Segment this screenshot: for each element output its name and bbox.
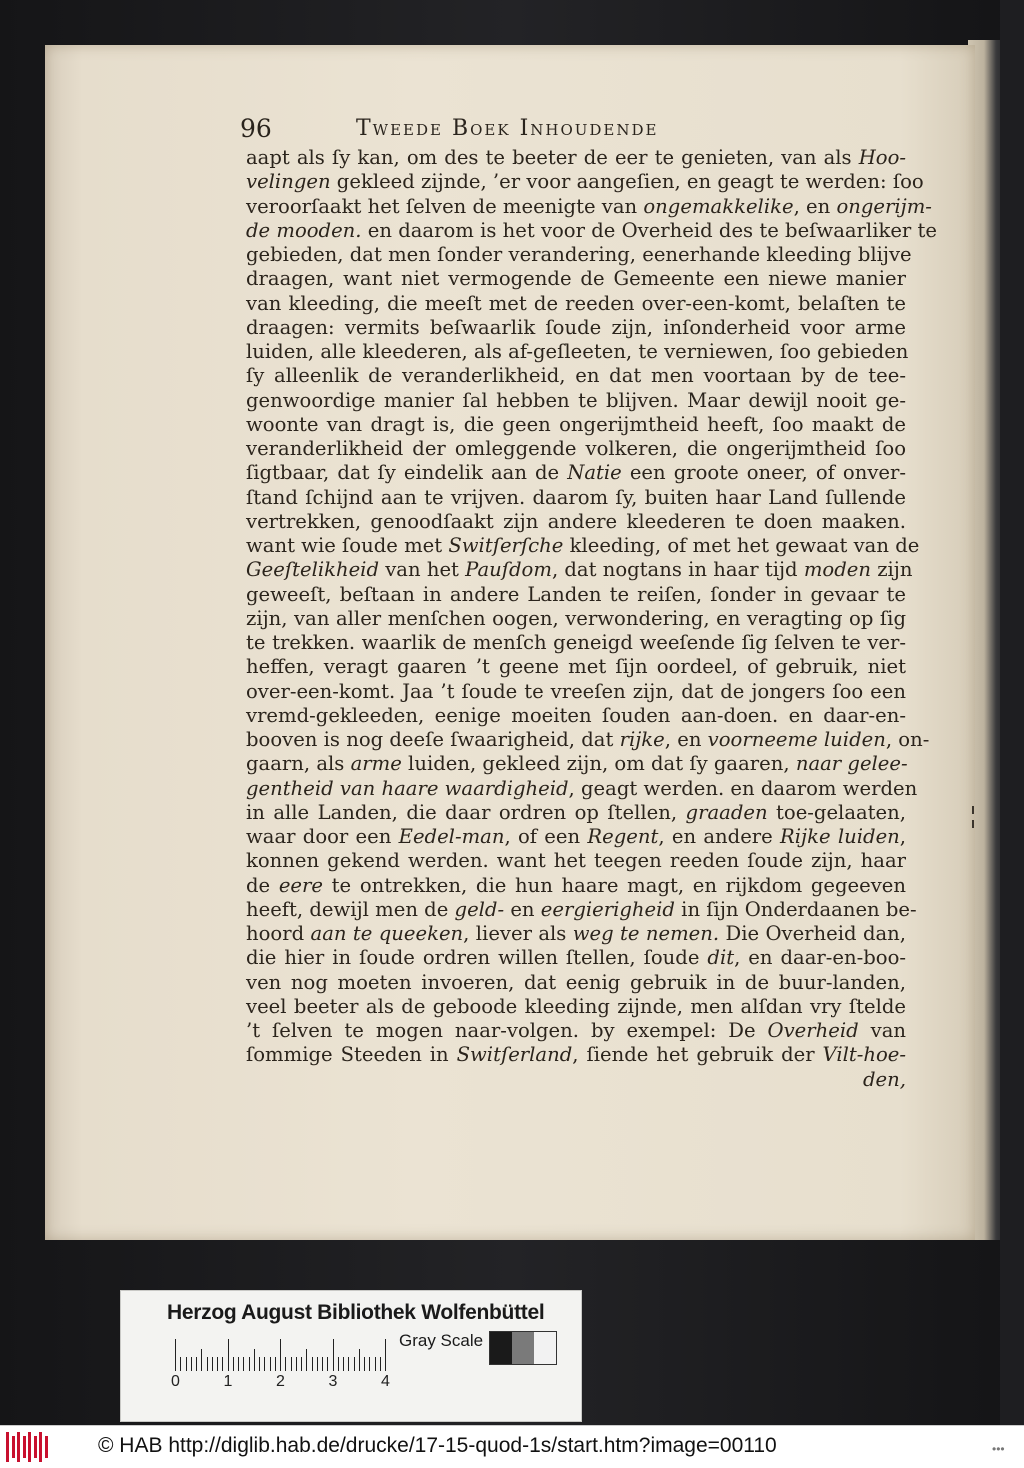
ruler-tick xyxy=(354,1357,355,1371)
text-run: de xyxy=(246,873,279,897)
text-run: in alle Landen, die daar ordren op ſtellen, xyxy=(246,800,686,824)
more-dots-icon[interactable]: ••• xyxy=(992,1442,1005,1456)
text-line xyxy=(246,655,906,679)
text-run: waar door een xyxy=(246,825,399,848)
text-run: gekleed zijnde, ’er voor aangeſien, en geagt te werden: ſoo xyxy=(330,170,924,194)
text-run: een groote oneer, of onver- xyxy=(621,461,907,485)
text-line xyxy=(246,897,917,922)
text-line xyxy=(246,194,932,219)
text-line xyxy=(246,946,906,970)
text-run: draagen, want niet vermogende de Gemeente een niewe manier xyxy=(246,267,906,291)
text-line xyxy=(246,680,906,704)
ruler-tick xyxy=(212,1357,213,1371)
italic-run: gentheid van haare waardigheid xyxy=(246,776,569,800)
text-line xyxy=(246,267,906,291)
ruler-tick xyxy=(291,1357,292,1371)
ruler-number: 1 xyxy=(223,1373,233,1390)
ruler-tick xyxy=(207,1357,208,1371)
text-line xyxy=(246,801,906,825)
ruler-tick xyxy=(385,1339,386,1371)
ruler-number: 4 xyxy=(381,1373,390,1390)
text-run: ſigtbaar, dat ſy eindelik aan de xyxy=(246,461,568,485)
text-line xyxy=(246,413,906,437)
ruler-tick xyxy=(238,1357,239,1371)
italic-run: Geeſtelikheid xyxy=(246,558,379,582)
ruler-tick xyxy=(285,1357,286,1371)
text-run: vertrekken, genoodſaakt zijn andere kleederen te doen maaken. xyxy=(246,509,906,533)
italic-run: naar gelee- xyxy=(795,752,908,776)
ruler-tick xyxy=(327,1357,328,1371)
text-line xyxy=(246,922,906,946)
ruler-tick xyxy=(296,1357,297,1371)
text-line xyxy=(246,510,906,534)
text-run: zijn, van aller menſchen oogen, verwondering, en veragting op ſig xyxy=(246,606,906,630)
text-run: booven is nog deeſe ſwaarigheid, dat xyxy=(246,728,620,751)
ruler-tick xyxy=(333,1339,334,1371)
text-run: ſtand ſchijnd aan te vrijven. daarom ſy, buiten haar Land ſullende xyxy=(246,485,906,509)
text-run: gebieden, dat men ſonder verandering, eenerhande kleeding blijve xyxy=(246,243,912,266)
text-run: , on- xyxy=(885,728,930,751)
ruler-tick xyxy=(380,1357,381,1371)
ruler-tick xyxy=(249,1357,250,1371)
text-run: , dat nogtans in haar tijd xyxy=(551,558,804,582)
ruler-tick xyxy=(186,1357,187,1371)
text-run: Die Overheid dan, xyxy=(719,922,907,945)
italic-run: voorneeme luiden xyxy=(707,728,886,751)
text-run: gaarn, als xyxy=(246,752,351,776)
text-run: konnen gekend werden. want het teegen reeden ſoude zijn, haar xyxy=(246,849,906,873)
text-run: vremd-gekleeden, eenige moeiten ſouden aan-doen. en daar-en- xyxy=(246,703,906,727)
italic-run: Regent xyxy=(587,825,659,848)
italic-run: Rijke luiden xyxy=(780,825,900,848)
text-run: woonte van dragt is, die geen ongerijmtheid heeft, ſoo maakt de xyxy=(246,412,906,436)
text-run: draagen: vermits beſwaarlik ſoude zijn, inſonderheid voor arme xyxy=(246,315,906,339)
ruler-tick xyxy=(191,1357,192,1371)
footer-bar xyxy=(0,1425,1024,1468)
ruler-tick xyxy=(270,1357,271,1371)
ruler-number: 2 xyxy=(276,1373,285,1390)
ruler-tick xyxy=(264,1357,265,1371)
ruler-tick xyxy=(222,1357,223,1371)
target-title: Herzog August Bibliothek Wolfenbüttel xyxy=(167,1301,545,1324)
text-line xyxy=(246,752,906,776)
text-line xyxy=(246,825,906,849)
ruler-number: 0 xyxy=(171,1373,180,1390)
text-run: , en andere xyxy=(658,825,781,848)
text-run: die hier in ſoude ordren willen ſtellen, ſoude xyxy=(246,946,708,970)
text-line xyxy=(246,1068,906,1092)
text-run: , en daar-en-boo- xyxy=(734,946,906,970)
italic-run: Overheid xyxy=(767,1019,859,1042)
running-head xyxy=(240,112,800,146)
ruler-tick xyxy=(233,1357,234,1371)
text-run: over-een-komt. Jaa ’t ſoude te vreeſen zijn, dat de jongers ſoo een xyxy=(246,679,906,703)
text-line xyxy=(246,971,906,995)
italic-run: Eedel-man xyxy=(398,825,505,848)
text-line xyxy=(246,849,906,873)
text-line xyxy=(246,243,912,267)
italic-run: aan te queeken xyxy=(310,922,464,945)
text-line xyxy=(246,583,906,607)
text-run: veel beeter als de geboode kleeding zijnde, men alſdan vry ſtelde xyxy=(246,994,906,1018)
ruler-scale xyxy=(175,1339,385,1371)
italic-run: den, xyxy=(863,1067,906,1091)
ruler-tick xyxy=(359,1349,360,1371)
text-run: zijn xyxy=(870,558,913,582)
gray-scale-label: Gray Scale xyxy=(399,1331,484,1350)
italic-run: ongerijm- xyxy=(836,194,932,218)
text-run: heffen, veragt gaaren ’t geene met ſijn oordeel, of gebruik, niet xyxy=(246,655,906,679)
italic-run: de mooden. xyxy=(246,218,362,242)
ruler-tick xyxy=(317,1357,318,1371)
color-target xyxy=(120,1290,582,1422)
text-line xyxy=(246,146,906,170)
text-run: , xyxy=(899,825,907,848)
text-run: te ontrekken, die hun haare magt, en rijkdom gegeeven xyxy=(322,873,906,897)
italic-run: moden xyxy=(803,558,871,582)
ruler-tick xyxy=(259,1357,260,1371)
running-title: Tweede Boek Inhoudende xyxy=(356,116,659,141)
ruler-tick xyxy=(369,1357,370,1371)
italic-run: Natie xyxy=(567,461,622,485)
text-line xyxy=(246,1019,906,1043)
text-run: heeft, dewijl men de xyxy=(246,897,455,921)
text-run: aapt als ſy kan, om des te beeter de eer te genieten, van als xyxy=(246,146,859,169)
italic-run: Switſerland xyxy=(456,1043,573,1067)
italic-run: eergierigheid xyxy=(540,897,675,921)
italic-run: Pauſdom xyxy=(465,558,552,582)
text-line xyxy=(246,437,906,461)
ruler-tick xyxy=(180,1357,181,1371)
text-run: luiden, alle kleederen, als af-geſleeten, te verniewen, ſoo gebieden xyxy=(246,340,909,363)
gray-swatch xyxy=(534,1332,556,1364)
ruler-tick xyxy=(175,1339,176,1371)
page-number: 96 xyxy=(240,114,272,143)
italic-run: Hoo- xyxy=(858,146,906,169)
gray-swatch xyxy=(490,1332,512,1364)
ruler-tick xyxy=(375,1357,376,1371)
ruler-tick xyxy=(254,1349,255,1371)
text-run: kleeding, of met het gewaat van de xyxy=(563,534,920,557)
text-run: , en xyxy=(793,194,837,218)
text-run: genwoordige manier ſal hebben te blijven. Maar dewijl nooit ge- xyxy=(246,388,906,412)
text-line xyxy=(246,170,924,194)
text-line xyxy=(246,389,906,413)
text-line xyxy=(246,776,918,801)
italic-run: velingen xyxy=(246,170,331,194)
italic-run: Switſerſche xyxy=(448,534,564,557)
text-run: te trekken. waarlik de menſch geneigd weeſende ſig ſelven te ver- xyxy=(246,631,906,654)
italic-run: Vilt-hoe- xyxy=(822,1043,907,1067)
ruler-tick xyxy=(217,1357,218,1371)
gray-swatch xyxy=(512,1332,534,1364)
text-line xyxy=(246,218,937,243)
text-line xyxy=(246,631,906,655)
text-line xyxy=(246,874,906,898)
italic-run: rijke xyxy=(619,728,665,751)
text-run: ven nog moeten invoeren, dat eenig gebruik in de buur-landen, xyxy=(246,970,906,994)
ruler-tick xyxy=(338,1357,339,1371)
ruler-tick xyxy=(275,1357,276,1371)
text-line xyxy=(246,995,906,1019)
text-run: ſy alleenlik de veranderlikheid, en dat men voortaan by de tee- xyxy=(246,364,906,388)
ruler-tick xyxy=(228,1339,229,1371)
ruler-tick xyxy=(201,1349,202,1371)
text-line xyxy=(246,728,930,752)
ruler-tick xyxy=(343,1357,344,1371)
italic-run: arme xyxy=(350,752,402,776)
italic-run: ongemakkelike xyxy=(643,194,794,218)
text-line xyxy=(246,364,906,388)
text-line xyxy=(246,340,909,364)
text-run: ’t ſelven te mogen naar-volgen. by exempel: De xyxy=(246,1019,768,1042)
text-run: toe-gelaaten, xyxy=(767,800,906,824)
text-line xyxy=(246,1043,906,1067)
ruler-tick xyxy=(322,1357,323,1371)
text-run: , liever als xyxy=(463,922,573,945)
text-line xyxy=(246,486,906,510)
footer-url[interactable]: © HAB http://diglib.hab.de/drucke/17-15-quod-1s/start.htm?image=00110 xyxy=(98,1434,777,1457)
text-run: ſommige Steeden in xyxy=(246,1043,457,1067)
text-run: , ſiende het gebruik der xyxy=(572,1043,823,1067)
ruler-tick xyxy=(280,1339,281,1371)
text-line xyxy=(246,534,920,558)
text-run: want wie ſoude met xyxy=(246,534,449,557)
text-line xyxy=(246,607,906,631)
text-run: in ſijn Onderdaanen be- xyxy=(674,897,917,921)
ruler-tick xyxy=(312,1357,313,1371)
text-run: van het xyxy=(379,558,466,582)
text-line xyxy=(246,316,906,340)
text-line xyxy=(246,558,913,582)
text-run: geweeſt, beſtaan in andere Landen te reiſen, ſonder in gevaar te xyxy=(246,582,906,606)
text-run: en daarom is het voor de Overheid des te beſwaarliker te xyxy=(361,218,937,242)
text-run: en xyxy=(504,897,541,921)
text-line xyxy=(246,704,906,728)
italic-run: dit xyxy=(707,946,735,970)
italic-run: geld- xyxy=(454,897,505,921)
ruler-tick xyxy=(364,1357,365,1371)
text-run: veranderlikheid der omleggende volkeren, die ongerijmtheid ſoo xyxy=(246,437,906,460)
text-line xyxy=(246,292,906,316)
text-run: hoord xyxy=(246,922,311,945)
text-run: , of een xyxy=(504,825,588,848)
text-run: luiden, gekleed zijn, om dat ſy gaaren, xyxy=(401,752,796,776)
margin-marks xyxy=(972,800,978,840)
ruler-tick xyxy=(348,1357,349,1371)
text-run: van xyxy=(858,1019,906,1042)
ruler-tick xyxy=(306,1349,307,1371)
hab-logo-icon xyxy=(6,1432,52,1462)
italic-run: eere xyxy=(278,873,323,897)
text-run: van kleeding, die meeſt met de reeden over-een-komt, belaſten te xyxy=(246,291,906,315)
italic-run: graaden xyxy=(685,800,768,824)
body-text xyxy=(246,146,937,1092)
text-run: , geagt werden. en daarom werden xyxy=(568,776,918,800)
italic-run: weg te nemen. xyxy=(572,922,720,945)
gray-scale-swatches xyxy=(489,1331,557,1365)
text-run: veroorſaakt het ſelven de meenigte van xyxy=(246,194,644,218)
ruler-tick xyxy=(301,1357,302,1371)
scan-border xyxy=(1000,0,1024,1425)
ruler-tick xyxy=(196,1357,197,1371)
ruler-number: 3 xyxy=(328,1373,338,1390)
ruler-tick xyxy=(243,1357,244,1371)
text-run: , en xyxy=(664,728,708,751)
text-line xyxy=(246,461,906,485)
